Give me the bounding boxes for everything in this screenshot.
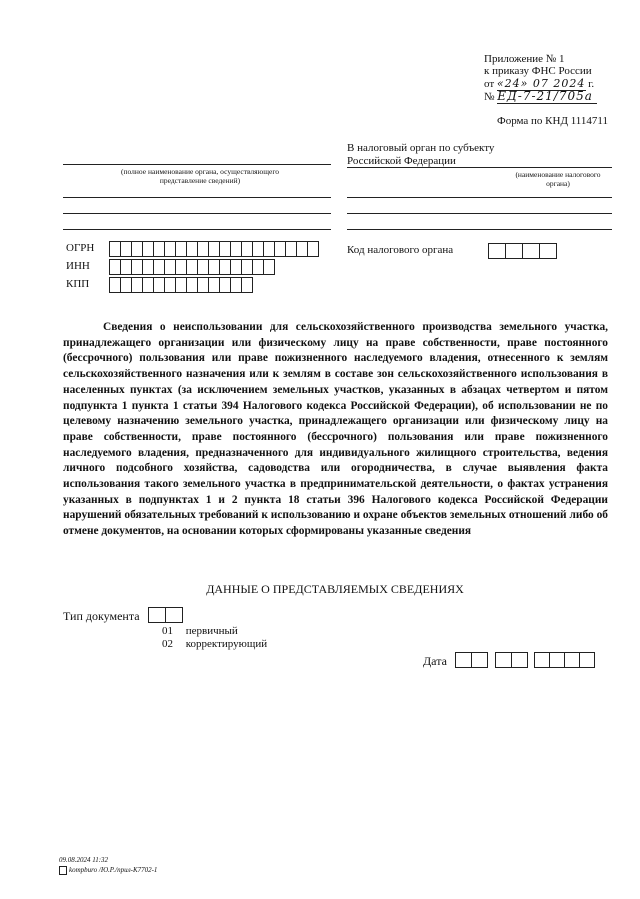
footer-path-row <box>59 866 157 875</box>
footer-timestamp: 09.08.2024 11:32 <box>59 856 109 864</box>
form-code: Форма по КНД 1114711 <box>497 115 608 127</box>
date-prefix: от <box>484 78 495 90</box>
ogrn-label: ОГРН <box>66 242 95 254</box>
order-line: к приказу ФНС России <box>484 65 592 77</box>
option-label: корректирующий <box>185 638 268 650</box>
kpp-label: КПП <box>66 278 90 290</box>
appendix-line: Приложение № 1 <box>484 53 565 65</box>
file-icon <box>59 866 67 875</box>
option-02 <box>162 638 267 651</box>
handwritten-date: «24» 07 2024 <box>496 77 586 90</box>
inn-input[interactable] <box>109 259 274 275</box>
date-day-input[interactable] <box>455 652 487 668</box>
date-month-input[interactable] <box>495 652 527 668</box>
order-number-row <box>484 90 593 104</box>
date-year-input[interactable] <box>534 652 594 668</box>
document-title: Сведения о неиспользовании для сельскохозяйственного производства земельного участка, принадлежащего организации или физическому лицу на праве собственности, праве постоянного (бессрочного) пользования или праве пожизненного наследуемого владения, отнесенного к землям сельскохозяйственного назначения или к землям в составе зон сельскохозяйственного использования в населенных пунктах (за исключением земельных участков, указанных в абзацах четвертом и пятом подпункта 1 пункта 1 статьи 394 Налогового кодекса Российской Федерации), об использовании не по целевому назначению земельного участка, принадлежащего организации или физическому лицу на праве собственности, праве постоянного (бессрочного) пользования или праве пожизненного наследуемого владения, предназначенного для индивидуального жилищного строительства, ведения личного подсобного хозяйства, садоводства или огородничества, в случае выявления факта использования такого земельного участка в предпринимательской деятельности, о фактах устранения указанных в подпунктах 1 и 2 пункта 18 статьи 396 Налогового кодекса Российской Федерации нарушений обязательных требований к использованию и охране объектов земельных отношений либо об отмене документов, на основании которых сформированы указанные сведения <box>63 321 608 538</box>
footer-path: kompburo /Ю.Р./прил-К7702-1 <box>69 866 158 875</box>
inn-label: ИНН <box>66 260 90 272</box>
section-heading: ДАННЫЕ О ПРЕДСТАВЛЯЕМЫХ СВЕДЕНИЯХ <box>206 582 464 596</box>
number-prefix: № <box>484 91 495 103</box>
ogrn-input[interactable] <box>109 241 318 257</box>
option-01 <box>162 625 238 638</box>
kpp-input[interactable] <box>109 277 252 293</box>
doc-type-input[interactable] <box>148 607 182 623</box>
option-code: 02 <box>162 638 173 650</box>
option-label: первичный <box>185 625 238 637</box>
option-code: 01 <box>162 625 173 637</box>
handwritten-number: ЕД-7-21/705а <box>497 89 593 103</box>
recipient-label-2: Российской Федерации <box>347 155 456 167</box>
sender-caption: (полное наименование органа, осуществляющего представление сведений) <box>121 167 279 185</box>
date-suffix: г. <box>588 78 595 90</box>
doc-type-label: Тип документа <box>63 609 140 623</box>
tax-code-label: Код налогового органа <box>347 244 454 256</box>
recipient-caption: (наименование налогового органа) <box>515 170 601 188</box>
date-label: Дата <box>423 654 447 668</box>
recipient-label-1: В налоговый орган по субъекту <box>347 142 495 154</box>
tax-code-input[interactable] <box>488 243 556 259</box>
